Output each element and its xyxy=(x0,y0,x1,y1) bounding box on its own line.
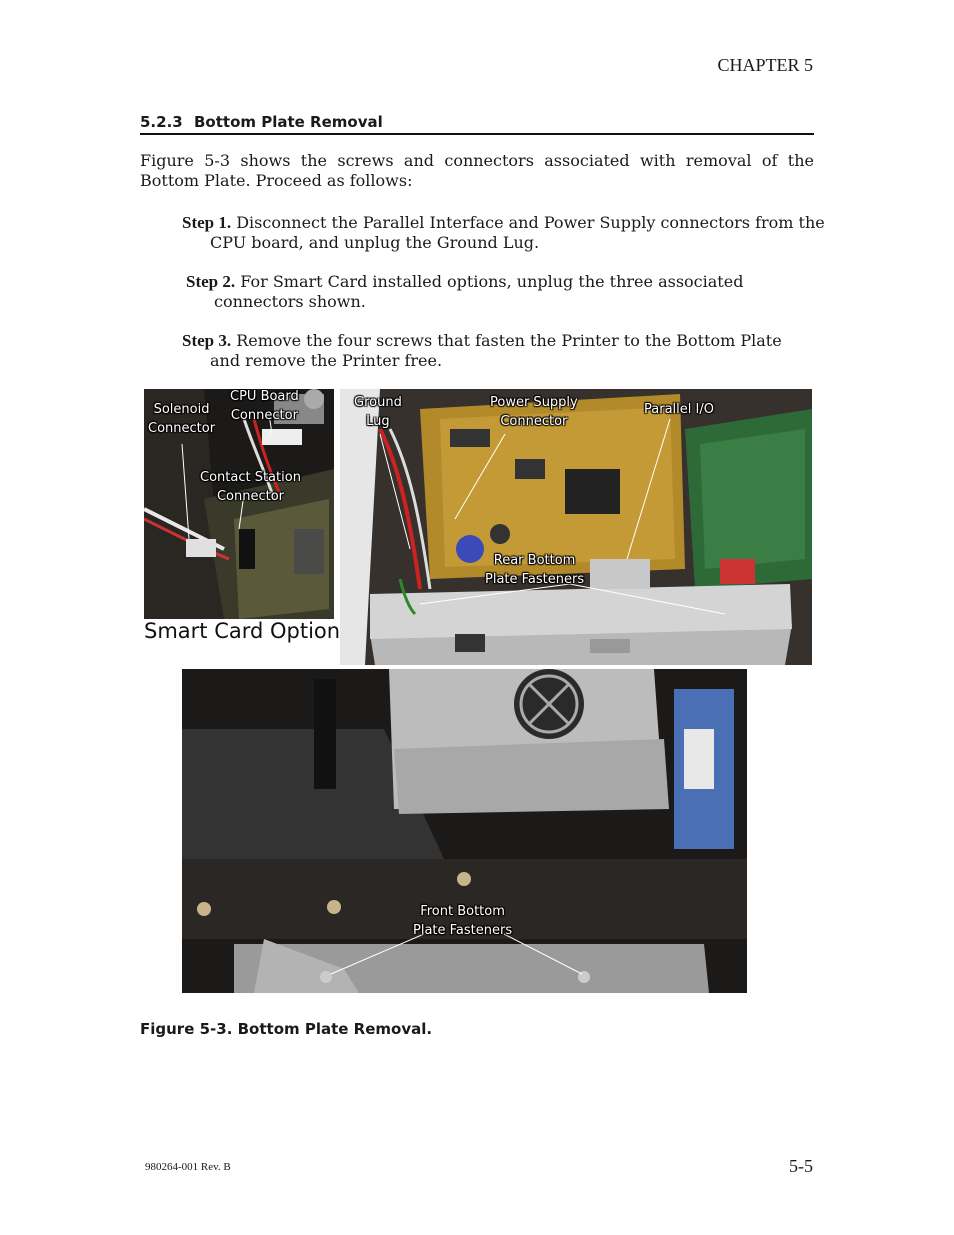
printer-photo-art xyxy=(144,669,812,993)
ground-lug-callout xyxy=(354,393,402,431)
section-title: Bottom Plate Removal xyxy=(194,113,383,131)
figure-caption: Figure 5-3. Bottom Plate Removal. xyxy=(140,1020,433,1038)
smart-card-photo xyxy=(144,389,334,619)
solenoid-callout xyxy=(148,400,215,438)
doc-number: 980264-001 Rev. B xyxy=(145,1161,231,1173)
step-3-text: Remove the four screws that fasten the Printer to the Bottom Plate and remove the Printer free. xyxy=(210,331,782,370)
cpu-board-callout xyxy=(230,389,299,425)
intro-paragraph: Figure 5-3 shows the screws and connectors associated with removal of the Bottom Plate. Proceed as follows: xyxy=(140,151,814,190)
rear-fasteners-label: Rear Bottom Plate Fasteners xyxy=(485,553,585,587)
solenoid-label: Solenoid Connector xyxy=(148,402,216,436)
step-3 xyxy=(182,331,810,371)
parallel-io-callout xyxy=(644,400,714,419)
contact-station-label: Contact Station Connector xyxy=(200,470,301,504)
step-1-label: Step 1. xyxy=(182,213,232,232)
front-fasteners-label: Front Bottom Plate Fasteners xyxy=(413,904,513,938)
page-number: 5-5 xyxy=(789,1156,813,1176)
ground-lug-label: Ground Lug xyxy=(354,395,402,429)
figure-5-3 xyxy=(144,389,812,993)
parallel-io-label: Parallel I/O xyxy=(644,402,714,417)
cpu-board-photo xyxy=(340,389,812,665)
step-1 xyxy=(182,213,840,253)
front-fasteners-callout xyxy=(413,902,512,940)
power-supply-label: Power Supply Connector xyxy=(490,395,578,429)
printer-photo xyxy=(144,669,812,993)
step-2-text: For Smart Card installed options, unplug the three associated connectors shown. xyxy=(214,272,744,311)
step-2 xyxy=(186,272,814,312)
section-number: 5.2.3 xyxy=(140,113,183,131)
section-heading xyxy=(140,113,814,135)
chapter-header: CHAPTER 5 xyxy=(717,55,813,75)
cpu-board-label: CPU Board Connector xyxy=(230,389,299,423)
smart-card-option-label: Smart Card Option xyxy=(144,619,341,643)
step-2-label: Step 2. xyxy=(186,272,236,291)
step-3-label: Step 3. xyxy=(182,331,232,350)
power-supply-callout xyxy=(490,393,578,431)
contact-station-callout xyxy=(200,468,301,506)
rear-fasteners-callout xyxy=(485,551,584,589)
step-1-text: Disconnect the Parallel Interface and Power Supply connectors from the CPU board, and unplug the Ground Lug. xyxy=(210,213,825,252)
